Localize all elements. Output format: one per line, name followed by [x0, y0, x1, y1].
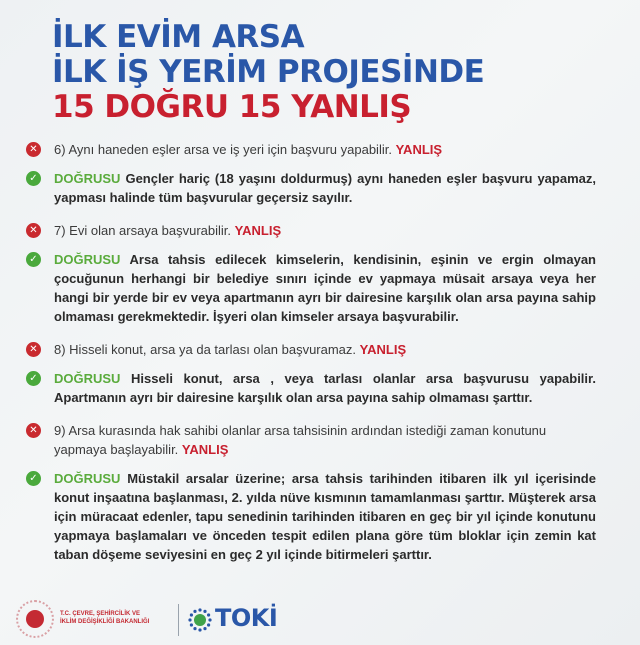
correct-text: Müstakil arsalar üzerine; arsa tahsis tarihinden itibaren ilk yıl içerisinde konut inşaatına başlanması, 2. yılda nüve kısmının tamamlanması şarttır. Müşterek arsa için müracaat edenler, tapu senedinin tarihinden itibaren en geç bir yıl içinde konutunu yapmaya başlamaları ve önceden tespit edilen plana göre tüm bloklar için zemin kat taban döşeme seviyesini en geç 2 yıl içinde bitirmeleri şarttır. [54, 471, 596, 562]
wrong-statement-6 [24, 140, 596, 159]
wrong-statement-9 [24, 421, 596, 459]
correct-text: Hisseli konut, arsa , veya tarlası olanlar arsa başvurusu yapabilir. Apartmanın ayrı bir dairesine karşılık olan arsa payına sahip olmaması şarttır. [54, 371, 596, 405]
correct-statement-6 [24, 169, 596, 207]
correct-statement-7 [24, 250, 596, 326]
footer-logos [16, 598, 316, 642]
title-line-2: İLK İŞ YERİM PROJESİNDE [52, 54, 485, 90]
wrong-statement-7 [24, 221, 596, 240]
correct-tag: DOĞRUSU [54, 471, 121, 486]
check-circle-icon: ✓ [26, 371, 41, 386]
statement-text: 7) Evi olan arsaya başvurabilir. [54, 223, 232, 238]
x-circle-icon: ✕ [26, 423, 41, 438]
statement-text: 6) Aynı haneden eşler arsa ve iş yeri için başvuru yapabilir. [54, 142, 392, 157]
logo-divider [178, 604, 179, 636]
statement-text: 8) Hisseli konut, arsa ya da tarlası olan başvuramaz. [54, 342, 357, 357]
correct-tag: DOĞRUSU [54, 171, 121, 186]
wrong-verdict: YANLIŞ [359, 342, 407, 357]
toki-logo-icon [188, 608, 212, 632]
ministry-name: T.C. ÇEVRE, ŞEHİRCİLİK VE İKLİM DEĞİŞİKLİĞİ BAKANLIĞI [60, 611, 150, 625]
x-circle-icon: ✕ [26, 223, 41, 238]
correct-text: Gençler hariç (18 yaşını doldurmuş) aynı haneden eşler başvuru yapamaz, yapması halinde tüm başvurular geçersiz sayılır. [54, 171, 596, 205]
statement-text: 9) Arsa kurasında hak sahibi olanlar arsa tahsisinin ardından istediği zaman konutunu yapmaya başlayabilir. [54, 423, 547, 457]
correct-tag: DOĞRUSU [54, 252, 121, 267]
correct-statement-8 [24, 369, 596, 407]
wrong-verdict: YANLIŞ [395, 142, 443, 157]
toki-logo-text: TOKİ [215, 604, 278, 632]
check-circle-icon: ✓ [26, 471, 41, 486]
x-circle-icon: ✕ [26, 142, 41, 157]
statement-list [24, 140, 596, 564]
wrong-statement-8 [24, 340, 596, 359]
wrong-verdict: YANLIŞ [234, 223, 282, 238]
title-line-1: İLK EVİM ARSA [52, 19, 305, 55]
correct-text: Arsa tahsis edilecek kimselerin, kendisinin, eşinin ve ergin olmayan çocuğunun herhangi bir belediye sınırı içinde ev yapmaya müsait arsaya veya her hangi bir yerde bir ev veya apartmanın ayrı bir dairesine karşılık olan arsa payına sahip olmaması gerekmektedir. İşyeri olan kimseler arsaya başvurabilir. [54, 252, 596, 324]
page-title [52, 20, 484, 125]
x-circle-icon: ✕ [26, 342, 41, 357]
correct-statement-9 [24, 469, 596, 564]
wrong-verdict: YANLIŞ [181, 442, 229, 457]
ministry-emblem-icon [16, 600, 54, 638]
check-circle-icon: ✓ [26, 171, 41, 186]
title-line-3: 15 DOĞRU 15 YANLIŞ [52, 89, 412, 125]
correct-tag: DOĞRUSU [54, 371, 121, 386]
check-circle-icon: ✓ [26, 252, 41, 267]
